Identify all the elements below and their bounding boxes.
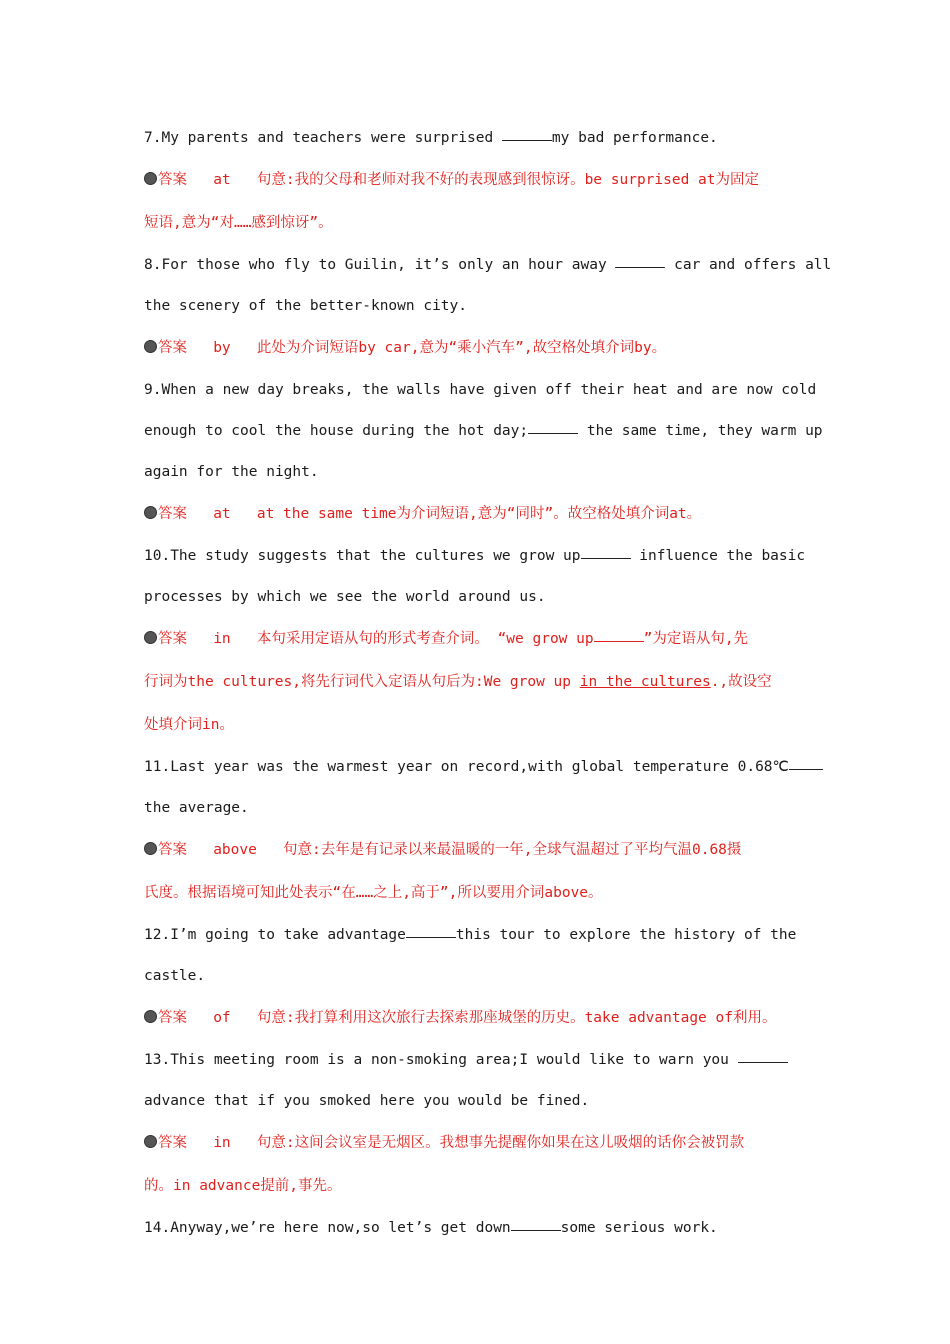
answer-text: 答案 in 句意:这间会议室是无烟区。我想事先提醒你如果在这儿吸烟的话你会被罚款 (158, 1135, 745, 1151)
question-block-q7 (144, 118, 816, 245)
question-line (144, 245, 832, 286)
question-block-q12 (144, 915, 816, 1040)
answer-text: 答案 by 此处为介词短语by car,意为“乘小汽车”,故空格处填介词by。 (158, 340, 667, 356)
question-block-q8 (144, 245, 832, 370)
question-line (144, 411, 823, 452)
question-text: advance that if you smoked here you would be fined. (144, 1093, 590, 1109)
blank-line (789, 768, 823, 770)
answer-line (144, 829, 816, 872)
question-text: enough to cool the house during the hot day; (144, 423, 529, 439)
blank-line (511, 1229, 561, 1231)
question-line (144, 286, 816, 327)
answer-text: 行词为the cultures,将先行词代入定语从句后为:We grow up (144, 674, 580, 690)
question-line (144, 577, 816, 618)
answer-line (144, 327, 816, 370)
answer-text: 的。in advance提前,事先。 (144, 1178, 342, 1194)
question-text: this tour to explore the history of the (455, 927, 797, 943)
question-text: the same time, they warm up (578, 423, 823, 439)
question-text: the average. (144, 800, 249, 816)
answer-text: 短语,意为“对……感到惊讶”。 (144, 215, 333, 231)
answer-line (144, 202, 816, 245)
question-line (144, 956, 816, 997)
question-text: 9.When a new day breaks, the walls have given off their heat and are now cold (144, 382, 817, 398)
question-text: processes by which we see the world around us. (144, 589, 546, 605)
question-text: my bad performance. (551, 130, 718, 146)
question-line (144, 536, 816, 577)
blank-line (528, 432, 578, 434)
question-line (144, 118, 816, 159)
answer-line (144, 872, 816, 915)
answer-text: 答案 in 本句采用定语从句的形式考查介词。 “we grow up (158, 631, 594, 647)
question-line (144, 747, 816, 788)
blank-line (738, 1061, 788, 1063)
question-text: 8.For those who fly to Guilin, it’s only an hour away (144, 257, 616, 273)
question-text: 14.Anyway,we’re here now,so let’s get down (144, 1220, 511, 1236)
question-text: again for the night. (144, 464, 319, 480)
answer-bullet-icon (144, 1135, 157, 1148)
answer-line (144, 493, 816, 536)
question-line (144, 370, 816, 411)
answer-text: 答案 at at the same time为介词短语,意为“同时”。故空格处填介词at。 (158, 506, 702, 522)
worksheet-page (144, 118, 832, 1249)
answer-text: 答案 at 句意:我的父母和老师对我不好的表现感到很惊讶。be surprised at为固定 (158, 172, 760, 188)
blank-line (406, 936, 456, 938)
question-text: influence the basic (630, 548, 806, 564)
answer-text: .,故设空 (710, 674, 772, 690)
question-line (144, 1081, 816, 1122)
answer-line (144, 1122, 816, 1165)
question-line (144, 915, 816, 956)
answer-line (144, 618, 816, 661)
question-block-q13 (144, 1040, 816, 1208)
question-block-q9 (144, 370, 823, 536)
question-text: castle. (144, 968, 206, 984)
blank-line (581, 557, 631, 559)
blank-line (615, 266, 665, 268)
answer-line (144, 997, 816, 1040)
blank-line (594, 640, 644, 642)
question-text: car and offers all (665, 257, 832, 273)
question-block-q11 (144, 747, 816, 915)
underlined-phrase: in the cultures (579, 674, 711, 690)
answer-bullet-icon (144, 1010, 157, 1023)
answer-text: 处填介词in。 (144, 717, 234, 733)
answer-bullet-icon (144, 631, 157, 644)
answer-text: ”为定语从句,先 (643, 631, 749, 647)
question-text: 10.The study suggests that the cultures we grow up (144, 548, 581, 564)
question-text: 11.Last year was the warmest year on record,with global temperature 0.68℃ (144, 759, 789, 775)
answer-bullet-icon (144, 340, 157, 353)
question-line (144, 1208, 816, 1249)
question-text: 12.I’m going to take advantage (144, 927, 406, 943)
question-text: 7.My parents and teachers were surprised (144, 130, 502, 146)
answer-line (144, 704, 816, 747)
question-line (144, 788, 816, 829)
blank-line (502, 139, 552, 141)
question-block-q14 (144, 1208, 816, 1249)
answer-bullet-icon (144, 172, 157, 185)
answer-bullet-icon (144, 506, 157, 519)
answer-bullet-icon (144, 842, 157, 855)
answer-line (144, 159, 816, 202)
answer-line (144, 661, 816, 704)
question-block-q10 (144, 536, 816, 747)
question-text: the scenery of the better-known city. (144, 298, 468, 314)
answer-line (144, 1165, 816, 1208)
answer-text: 答案 above 句意:去年是有记录以来最温暖的一年,全球气温超过了平均气温0.68摄 (158, 842, 742, 858)
question-text: some serious work. (560, 1220, 718, 1236)
question-line (144, 1040, 816, 1081)
question-text: 13.This meeting room is a non-smoking area;I would like to warn you (144, 1052, 738, 1068)
question-line (144, 452, 816, 493)
answer-text: 氏度。根据语境可知此处表示“在……之上,高于”,所以要用介词above。 (144, 885, 603, 901)
answer-text: 答案 of 句意:我打算利用这次旅行去探索那座城堡的历史。take advantage of利用。 (158, 1010, 777, 1026)
